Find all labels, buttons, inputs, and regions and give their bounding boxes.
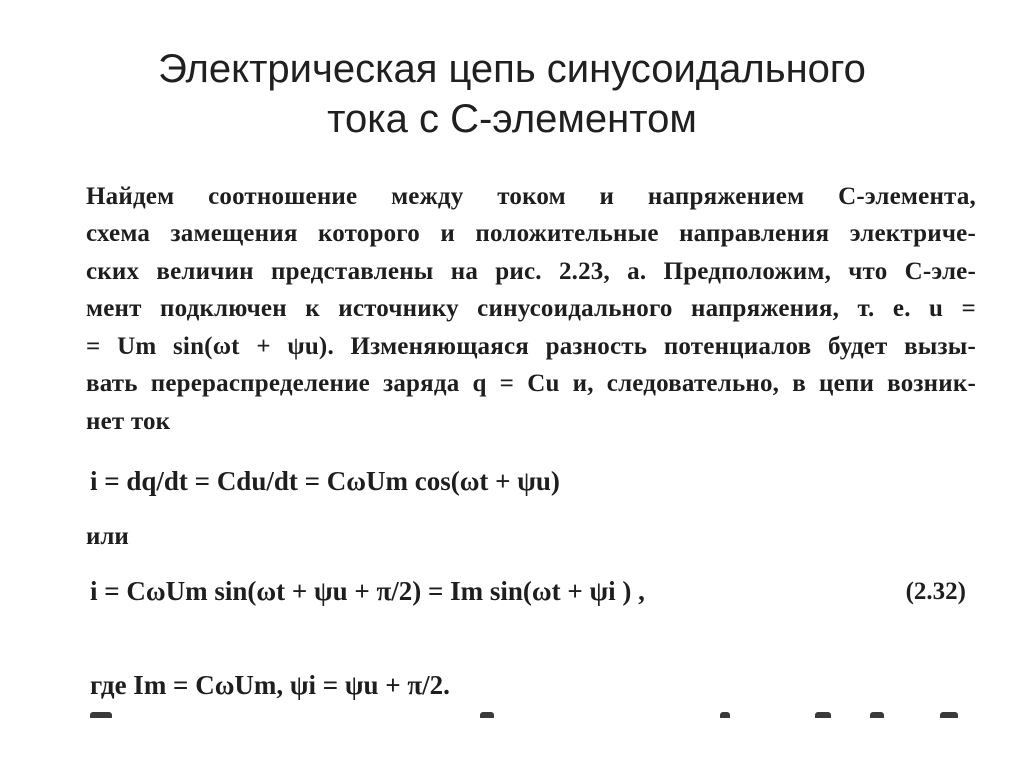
paragraph-line: Найдем соотношение между током и напряжением С-элемента, (86, 183, 976, 210)
paragraph-line: = Um sin(ωt + ψu). Изменяющаяся разность потенциалов будет вызы- (86, 333, 976, 360)
paragraph-line: вать перераспределение заряда q = Cu и, следовательно, в цепи возник- (86, 370, 976, 397)
equation-where: где Im = CωUm, ψi = ψu + π/2. (90, 670, 450, 700)
slide-title-line-2: тока с С-элементом (327, 97, 697, 141)
equation-current-derivative: i = dq/dt = Cdu/dt = CωUm cos(ωt + ψu) (90, 466, 560, 496)
paragraph-line: схема замещения которого и положительные направления электриче- (86, 220, 976, 247)
cut-off-text-line (80, 710, 980, 718)
scanned-page (80, 178, 980, 718)
word-or: или (86, 523, 129, 550)
paragraph-line: нет ток (86, 408, 171, 435)
slide-title (0, 44, 1024, 144)
paragraph-line: мент подключен к источнику синусоидального напряжения, т. е. u = (86, 295, 976, 322)
equation-number: (2.32) (905, 578, 966, 605)
equation-2-32: i = CωUm sin(ωt + ψu + π/2) = Im sin(ωt + ψi ) , (90, 576, 645, 606)
slide-title-line-1: Электрическая цепь синусоидального (158, 47, 866, 91)
paragraph-line: ских величин представлены на рис. 2.23, а. Предположим, что С-эле- (86, 258, 976, 285)
